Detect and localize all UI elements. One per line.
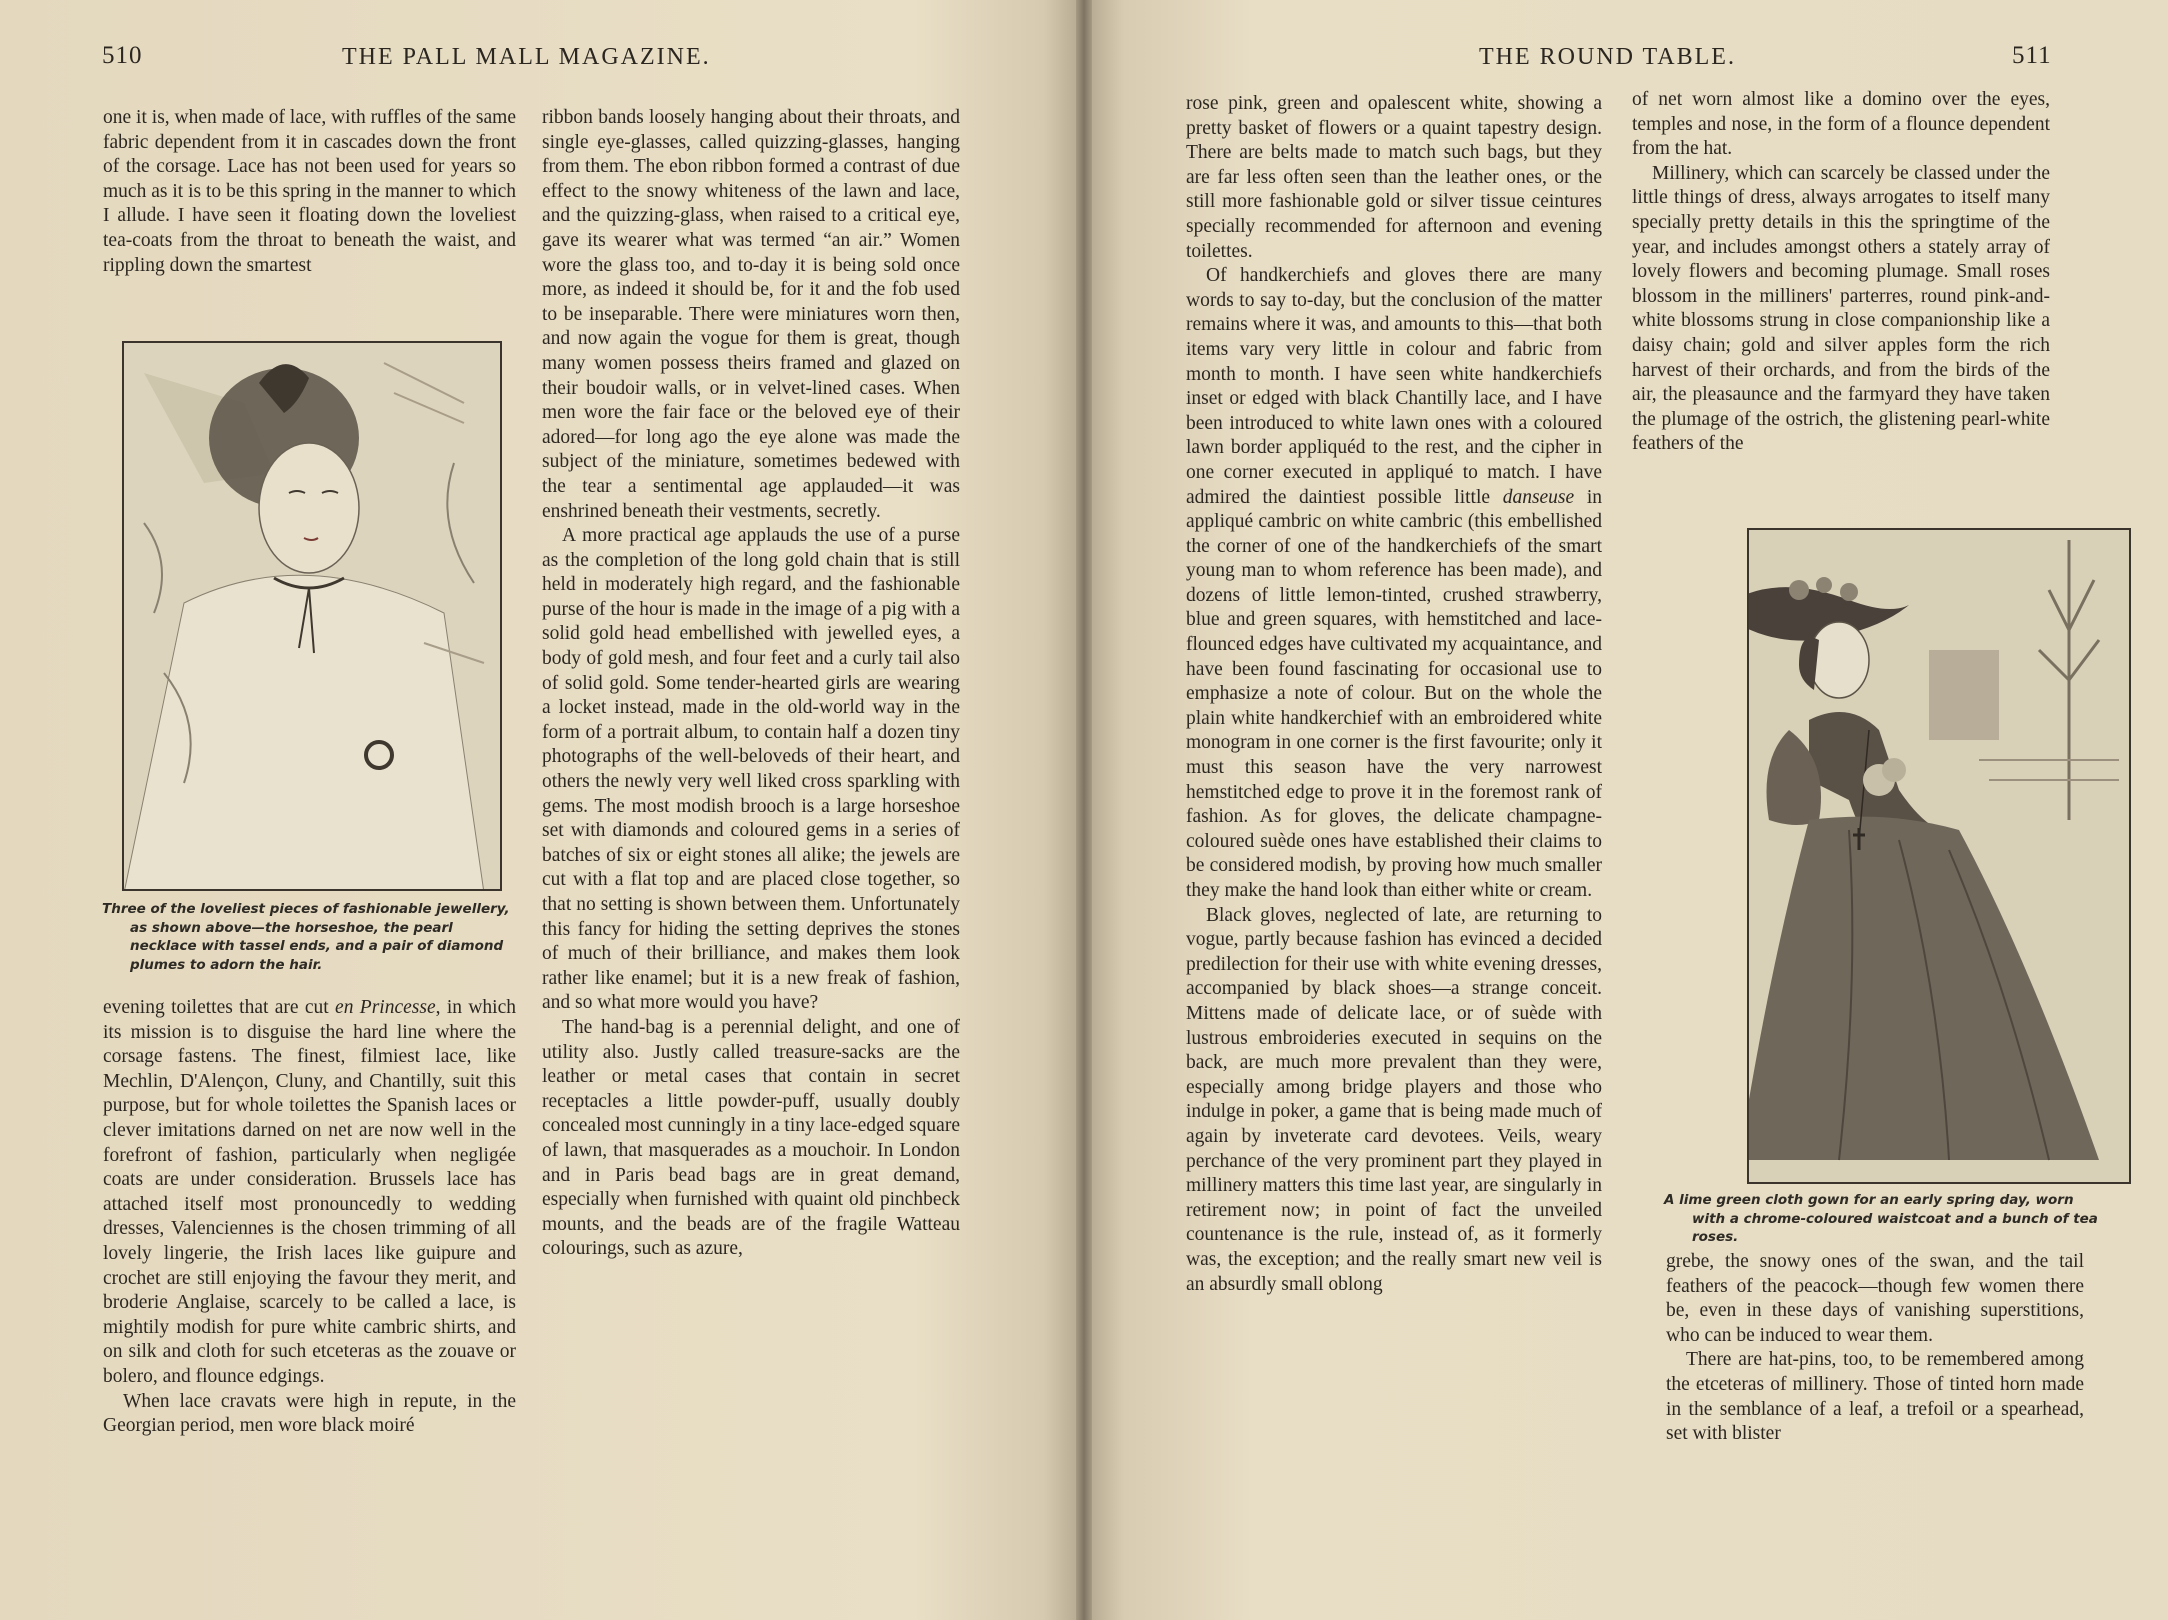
paragraph: ribbon bands loosely hanging about their throats, and single eye-glasses, called quizzing-glasses, hanging from them. The ebon ribbon formed a contrast of due effect to the snowy whiteness of the lawn and lace, and the quizzing-glass, when raised to a critical eye, gave its wearer what was termed “an air.” Women wore the glass too, and to-day it is being sold once more, as indeed it should be, for it and the fob used to be inseparable. There were miniatures worn then, and now again the vogue for them is great, though many women possess theirs framed and glazed on their boudoir walls, or in velvet-lined cases. When men wore the fair face or the beloved eye of their adored—for long ago the eye alone was made the subject of the miniature, sometimes bedewed with the tear a sentimental age applauded—it was enshrined beneath their vestments, secretly.	[542, 107, 960, 522]
right-page	[1092, 0, 2168, 1620]
book-gutter	[1076, 0, 1092, 1620]
left-col2	[542, 106, 960, 1262]
paragraph: grebe, the snowy ones of the swan, and the tail feathers of the peacock—though few women there be, even in these days of vanishing superstitions, who can be induced to wear them.	[1666, 1251, 2084, 1346]
text-run: , in which its mission is to disguise the hard line where the corsage fastens. The finest, filmiest lace, like Mechlin, D'Alençon, Cluny, and Chantilly, suit this purpose, but for whole toilettes the Spanish laces or clever imitations darned on net are now well in the forefront of fashion, particularly when negligée coats are under consideration. Brussels lace has attached itself most pronouncedly to wedding dresses, Valenciennes is the chosen trimming of all lovely lingerie, the Irish laces like guipure and crochet are still enjoying the favour they merit, and broderie Anglaise, scarcely to be called a lace, is mightily modish for pure white cambric shirts, and on silk and cloth for such etceteras as the zouave or bolero, and flounce edgings.	[103, 997, 516, 1387]
paragraph: The hand-bag is a perennial delight, and one of utility also. Justly called treasure-sacks are the leather or metal cases that contain in secret receptacles a little powder-puff, usually doubly concealed most cunningly in a tiny lace-edged square of lawn, that masquerades as a mouchoir. In London and in Paris bead bags are in great demand, especially when furnished with quaint old pinchbeck mounts, and the beads are of the fragile Watteau colourings, such as azure,	[542, 1016, 960, 1260]
text-run: evening toilettes that are cut	[103, 997, 336, 1018]
page-number: 511	[2012, 42, 2052, 69]
running-head: THE PALL MALL MAGAZINE.	[342, 44, 711, 70]
text-run: Of handkerchiefs and gloves there are many words to say to-day, but the conclusion of the matter remains where it was, and amounts to this—that both items vary very little in colour and fabric from month to month. I have seen white handkerchiefs inset or edged with black Chantilly lace, and I have been introduced to white lawn ones with a coloured lawn border appliquéd to the rest, and the cipher in one corner executed in appliqué to match. I have admired the daintiest possible little	[1186, 265, 1602, 508]
caption-rest: as shown above—the horseshoe, the pearl necklace with tassel ends, and a pair of diamond plumes to adorn the hair.	[130, 919, 504, 973]
left-col1-bottom	[103, 996, 516, 1439]
paragraph: one it is, when made of lace, with ruffles of the same fabric dependent from it in cascades down the front of the corsage. Lace has not been used for years so much as it is to be this spring in the manner to which I allude. I have seen it floating down the loveliest tea-coats from the throat to beneath the waist, and rippling down the smartest	[103, 107, 516, 276]
paragraph: When lace cravats were high in repute, in the Georgian period, men wore black moiré	[103, 1390, 516, 1437]
right-col2-top	[1632, 88, 2050, 457]
jewellery-illustration	[122, 341, 502, 891]
paragraph: of net worn almost like a domino over the eyes, temples and nose, in the form of a flounce dependent from the hat.	[1632, 89, 2050, 160]
paragraph: A more practical age applauds the use of a purse as the completion of the long gold chain that is still held in moderately high regard, and the fashionable purse of the hour is made in the image of a pig with a solid gold head embellished with jewelled eyes, a body of gold mesh, and four feet and a curly tail also of solid gold. Some tender-hearted girls are wearing a locket instead, made in the old-world way in the form of a portrait album, to contain half a dozen tiny photographs of the well-beloveds of their heart, and others the newly very well liked cross sparkling with gems. The most modish brooch is a large horseshoe set with diamonds and coloured gems in a series of batches of six or eight stones all alike; the jewels are cut with a flat top and are placed close together, so that no setting is shown between them. Unfortunately this fancy for hiding the setting deprives the stones of much of their brilliance, and makes them look rather like enamel; but it is a new freak of fashion, and so what more would you have?	[542, 525, 960, 1014]
caption-rest: with a chrome-coloured waistcoat and a bunch of tea roses.	[1692, 1210, 2098, 1245]
running-head: THE ROUND TABLE.	[1479, 44, 1736, 70]
right-col1	[1186, 92, 1602, 1297]
paragraph	[103, 996, 516, 1390]
figure-caption	[1664, 1191, 2124, 1247]
right-col2-bottom	[1666, 1250, 2084, 1447]
italic-run: en Princesse	[335, 997, 436, 1018]
left-col1-top	[103, 106, 516, 278]
caption-line: A lime green cloth gown for an early spring day, worn	[1664, 1192, 2074, 1208]
italic-run: danseuse	[1502, 486, 1575, 508]
lady-sketch	[1749, 530, 2129, 1182]
page-number: 510	[102, 42, 143, 69]
paragraph: Black gloves, neglected of late, are returning to vogue, partly because fashion has evinced a decided predilection for their use with white evening dresses, accompanied by black shoes—a strange conceit. Mittens made of delicate lace, or of suède with lustrous embroideries executed in sequins on the back, are much more prevalent than they were, especially among bridge players and those who indulge in poker, a game that is being made much of again by inveterate card devotees. Veils, weary perchance of the very prominent part they played in millinery matters this time last year, are singularly in retirement now; in point of fact the unveiled countenance is the rule, instead of, as it formerly was, the exception; and the really smart new veil is an absurdly small oblong	[1186, 904, 1602, 1295]
figure-caption	[102, 900, 514, 974]
caption-line: Three of the loveliest pieces of fashionable jewellery,	[102, 901, 510, 917]
paragraph: rose pink, green and opalescent white, showing a pretty basket of flowers or a quaint tapestry design. There are belts made to match such bags, but they are far less often seen than the leather ones, or the still more fashionable gold or silver tissue ceintures specially recommended for afternoon and evening toilettes.	[1186, 93, 1602, 262]
paragraph	[1186, 264, 1602, 903]
left-page	[0, 0, 1076, 1620]
text-run: in appliqué cambric on white cambric (this embellished the corner of one of the handkerchiefs of the smart young man to whom reference has been made), and dozens of little lemon-tinted, crushed strawberry, blue and green squares, with hemstitched and lace-flounced edges have cultivated my acquaintance, and have been found fascinating for occasional use to emphasize a note of colour. But on the whole the plain white handkerchief with an embroidered white monogram in one corner is the first favourite; only it must this season have the very narrowest hemstitched edge to prove it in the foremost rank of fashion. As for gloves, the delicate champagne-coloured suède ones have established their claims to be considered modish, by proving how much smaller they make the hand look than either white or cream.	[1186, 486, 1603, 901]
paragraph: There are hat-pins, too, to be remembered among the etceteras of millinery. Those of tinted horn made in the semblance of a leaf, a trefoil or a spearhead, set with blister	[1666, 1349, 2084, 1445]
fashion-illustration	[1747, 528, 2131, 1184]
portrait-sketch	[124, 343, 500, 889]
paragraph: Millinery, which can scarcely be classed under the little things of dress, always arrogates to itself many specially pretty details in this the springtime of the year, and includes amongst others a stately array of lovely flowers and becoming plumage. Small roses blossom in the milliners' parterres, round pink-and-white blossoms strung in close companionship like a daisy chain; gold and silver apples form the rich harvest of their orchards, and from the birds of the air, the pleasaunce and the farmyard they have taken the plumage of the ostrich, the glistening pearl-white feathers of the	[1632, 162, 2050, 455]
